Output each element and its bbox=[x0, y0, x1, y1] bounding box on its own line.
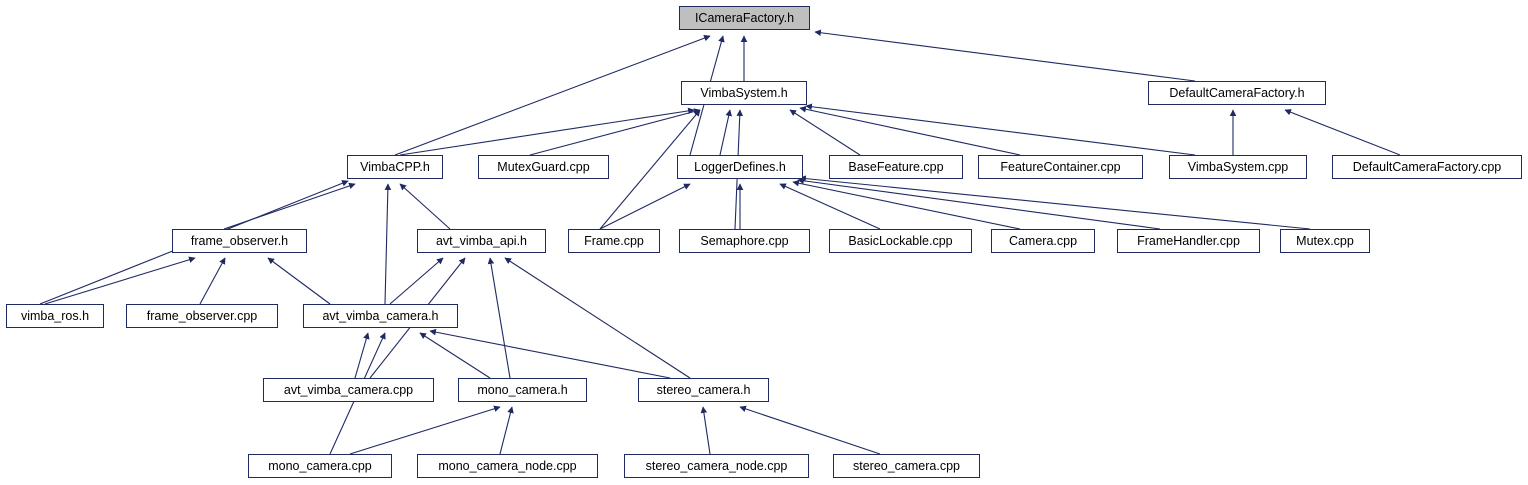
node-avt-vimba-camera-cpp[interactable]: avt_vimba_camera.cpp bbox=[263, 378, 434, 402]
node-vimba-ros-h[interactable]: vimba_ros.h bbox=[6, 304, 104, 328]
node-camera-cpp[interactable]: Camera.cpp bbox=[991, 229, 1095, 253]
node-frame-observer-h[interactable]: frame_observer.h bbox=[172, 229, 307, 253]
node-mutex-cpp[interactable]: Mutex.cpp bbox=[1280, 229, 1370, 253]
node-featurecontainer-cpp[interactable]: FeatureContainer.cpp bbox=[978, 155, 1143, 179]
node-stereo-camera-h[interactable]: stereo_camera.h bbox=[638, 378, 769, 402]
node-framehandler-cpp[interactable]: FrameHandler.cpp bbox=[1117, 229, 1260, 253]
node-vimbasystem-cpp[interactable]: VimbaSystem.cpp bbox=[1169, 155, 1307, 179]
node-vimbacpp-h[interactable]: VimbaCPP.h bbox=[347, 155, 443, 179]
node-semaphore-cpp[interactable]: Semaphore.cpp bbox=[679, 229, 810, 253]
node-icamerafactory-h[interactable]: ICameraFactory.h bbox=[679, 6, 810, 30]
node-avt-vimba-camera-h[interactable]: avt_vimba_camera.h bbox=[303, 304, 458, 328]
node-defaultcamerafactory-h[interactable]: DefaultCameraFactory.h bbox=[1148, 81, 1326, 105]
node-avt-vimba-api-h[interactable]: avt_vimba_api.h bbox=[417, 229, 546, 253]
node-basefeature-cpp[interactable]: BaseFeature.cpp bbox=[829, 155, 963, 179]
node-vimbasystem-h[interactable]: VimbaSystem.h bbox=[681, 81, 807, 105]
node-mutexguard-cpp[interactable]: MutexGuard.cpp bbox=[478, 155, 609, 179]
node-defaultcamerafactory-cpp[interactable]: DefaultCameraFactory.cpp bbox=[1332, 155, 1522, 179]
node-stereo-camera-node-cpp[interactable]: stereo_camera_node.cpp bbox=[624, 454, 809, 478]
node-mono-camera-node-cpp[interactable]: mono_camera_node.cpp bbox=[417, 454, 598, 478]
node-frame-cpp[interactable]: Frame.cpp bbox=[568, 229, 660, 253]
node-loggerdefines-h[interactable]: LoggerDefines.h bbox=[677, 155, 803, 179]
node-stereo-camera-cpp[interactable]: stereo_camera.cpp bbox=[833, 454, 980, 478]
node-basiclockable-cpp[interactable]: BasicLockable.cpp bbox=[829, 229, 972, 253]
node-mono-camera-cpp[interactable]: mono_camera.cpp bbox=[248, 454, 392, 478]
node-frame-observer-cpp[interactable]: frame_observer.cpp bbox=[126, 304, 278, 328]
node-mono-camera-h[interactable]: mono_camera.h bbox=[458, 378, 587, 402]
